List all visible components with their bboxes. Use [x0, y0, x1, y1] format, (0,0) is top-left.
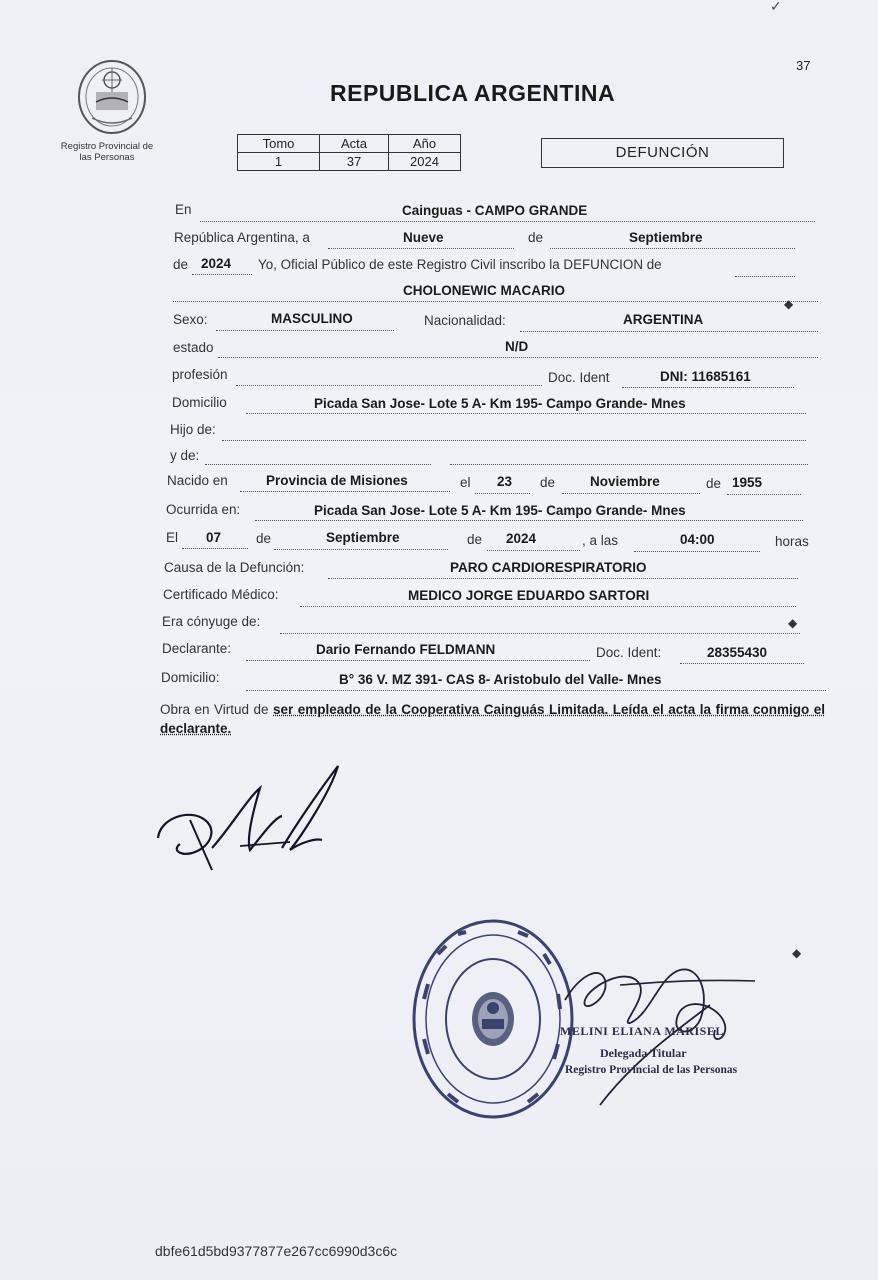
dotted-line — [634, 551, 760, 552]
official-role: Delegada Titular — [600, 1046, 687, 1060]
en-label: En — [175, 202, 192, 217]
official-stamp — [408, 914, 578, 1124]
page-title: REPUBLICA ARGENTINA — [330, 80, 616, 106]
corner-check-mark: ✓ — [770, 0, 782, 14]
dotted-line — [274, 549, 448, 550]
official-name: MELINI ELIANA MARISEL — [560, 1024, 724, 1038]
dotted-line — [192, 274, 252, 275]
de-label: de — [706, 476, 722, 491]
certificado-label: Certificado Médico: — [163, 587, 279, 602]
el-label: El — [166, 530, 179, 545]
day-word-value: Nueve — [403, 230, 444, 245]
dotted-line — [300, 606, 796, 607]
document-hash: dbfe61d5bd9377877e267cc6990d3c6c — [155, 1243, 398, 1259]
table-header: Tomo — [238, 135, 320, 153]
registry-label: Registro Provincial de las Personas — [60, 141, 154, 163]
table-header: Acta — [320, 135, 389, 153]
sexo-label: Sexo: — [173, 312, 208, 327]
estado-value: N/D — [505, 339, 529, 354]
table-header: Año — [389, 135, 461, 153]
dotted-line — [562, 493, 700, 494]
obra-prefix: Obra en Virtud de — [160, 702, 269, 717]
ink-mark: ◆ — [784, 297, 794, 311]
page-number: 37 — [796, 58, 811, 73]
record-type-box: DEFUNCIÓN — [541, 138, 784, 168]
death-month-value: Septiembre — [326, 530, 400, 545]
dotted-line — [550, 248, 795, 249]
declarante-domicilio-value: B° 36 V. MZ 391- CAS 8- Aristobulo del Valle- Mnes — [339, 672, 662, 687]
dotted-line — [246, 413, 806, 414]
dotted-line — [246, 690, 826, 691]
profesion-label: profesión — [172, 367, 228, 382]
certificado-value: MEDICO JORGE EDUARDO SARTORI — [408, 588, 650, 603]
doc-value: DNI: 11685161 — [660, 369, 751, 384]
birth-month-value: Noviembre — [590, 474, 660, 489]
dotted-line — [680, 663, 804, 664]
deceased-name: CHOLONEWIC MACARIO — [403, 283, 565, 298]
nacionalidad-label: Nacionalidad: — [424, 313, 506, 328]
doc-label: Doc. Ident — [548, 370, 610, 385]
place-value: Cainguas - CAMPO GRANDE — [402, 203, 588, 218]
dotted-line — [200, 221, 815, 222]
dotted-line — [246, 660, 590, 661]
birth-year-value: 1955 — [732, 475, 763, 490]
record-table — [237, 134, 461, 171]
table-cell: 2024 — [389, 153, 461, 171]
nacido-value: Provincia de Misiones — [266, 473, 408, 488]
inscription-text: Yo, Oficial Público de este Registro Civil inscribo la DEFUNCION de — [258, 257, 662, 272]
death-day-value: 07 — [206, 530, 222, 545]
month-value: Septiembre — [629, 230, 703, 245]
dotted-line — [222, 440, 806, 441]
dotted-line — [182, 548, 248, 549]
alas-label: , a las — [582, 533, 619, 548]
dotted-line — [205, 464, 431, 465]
horas-label: horas — [775, 534, 809, 549]
obra-text: ser empleado de la Cooperativa Cainguás Limitada. Leída el acta la firma conmigo el declarante. — [160, 702, 825, 736]
nacido-label: Nacido en — [167, 473, 228, 488]
de-label: de — [256, 531, 272, 546]
dotted-line — [255, 520, 803, 521]
estado-label: estado — [173, 340, 214, 355]
dotted-line — [735, 276, 795, 277]
el-label: el — [460, 475, 471, 490]
de-label: de — [173, 257, 189, 272]
de-label: de — [528, 230, 544, 245]
declarante-value: Dario Fernando FELDMANN — [316, 642, 496, 657]
dotted-line — [173, 301, 818, 302]
dotted-line — [475, 493, 530, 494]
dotted-line — [328, 248, 514, 249]
dotted-line — [450, 464, 808, 465]
yde-label: y de: — [170, 448, 200, 463]
death-time-value: 04:00 — [680, 532, 715, 547]
domicilio-value: Picada San Jose- Lote 5 A- Km 195- Campo Grande- Mnes — [314, 396, 686, 411]
domicilio-label: Domicilio: — [161, 670, 220, 685]
declarant-signature — [150, 758, 350, 878]
ink-mark: ◆ — [792, 946, 802, 960]
year-value: 2024 — [201, 256, 232, 271]
sexo-value: MASCULINO — [271, 311, 353, 326]
dotted-line — [520, 331, 818, 332]
republica-label: República Argentina, a — [174, 230, 310, 245]
nacionalidad-value: ARGENTINA — [623, 312, 704, 327]
declarante-doc-value: 28355430 — [707, 645, 768, 660]
birth-day-value: 23 — [497, 474, 513, 489]
provincial-emblem-icon — [72, 58, 152, 136]
dotted-line — [236, 385, 542, 386]
de-label: de — [540, 475, 556, 490]
dotted-line — [218, 357, 818, 358]
dotted-line — [328, 578, 798, 579]
dotted-line — [622, 387, 794, 388]
ocurrida-label: Ocurrida en: — [166, 502, 241, 517]
domicilio-label: Domicilio — [172, 395, 227, 410]
ink-mark: ◆ — [788, 616, 798, 630]
official-office: Registro Provincial de las Personas — [565, 1064, 738, 1076]
ocurrida-value: Picada San Jose- Lote 5 A- Km 195- Campo Grande- Mnes — [314, 503, 686, 518]
declarante-label: Declarante: — [162, 641, 232, 656]
conyuge-label: Era cónyuge de: — [162, 614, 261, 629]
table-cell: 1 — [238, 153, 320, 171]
causa-value: PARO CARDIORESPIRATORIO — [450, 560, 647, 575]
causa-label: Causa de la Defunción: — [164, 560, 305, 575]
death-year-value: 2024 — [506, 531, 537, 546]
dotted-line — [280, 633, 800, 634]
dotted-line — [216, 330, 394, 331]
dotted-line — [240, 491, 450, 492]
de-label: de — [467, 532, 483, 547]
doc-label: Doc. Ident: — [596, 645, 662, 660]
obra-paragraph — [160, 700, 825, 738]
dotted-line — [487, 550, 580, 551]
hijo-label: Hijo de: — [170, 422, 216, 437]
dotted-line — [727, 494, 801, 495]
table-cell: 37 — [320, 153, 389, 171]
